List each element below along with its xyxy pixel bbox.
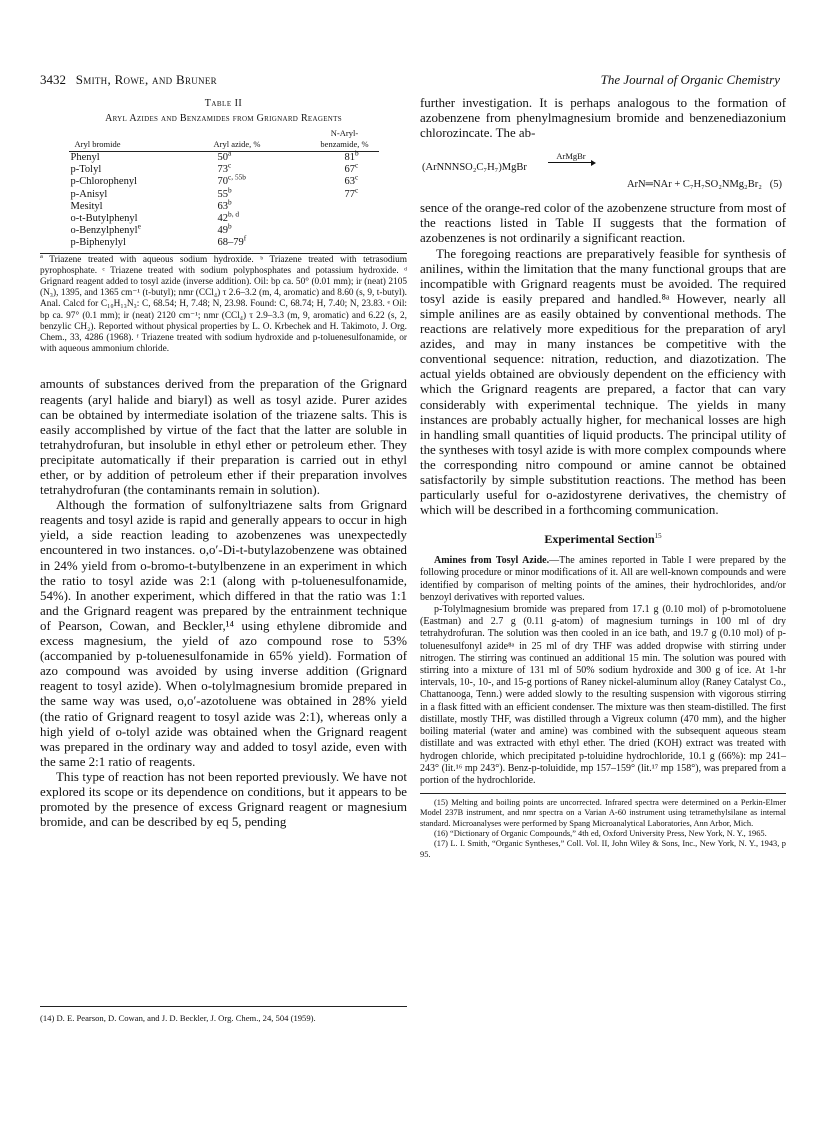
- experimental-heading-ref: 15: [654, 532, 662, 541]
- benzamide-yield: 81: [344, 152, 355, 163]
- benzamide-yield: 77: [344, 188, 355, 200]
- table-footnote-text: Triazene treated with aqueous sodium hydroxide. ᵇ Triazene treated with tetrasodium pyrophosphate. ᶜ Triazene treated with sodium polyphosphates and potassium hydroxide. ᵈ Grignard reagent added to tosyl azide (inverse addition). Oil: bp ca. 50° (0.01 mm); ir (neat) 2105 (N₃), 1395, and 1365 cm⁻¹ (t-butyl); nmr (CCl₄) τ 2.6–3.2 (m, 4, aromatic) and 8.60 (s, 9, t-butyl). Anal. Calcd for C₁₀H₁₃N₃: C, 68.54; H, 7.48; N, 23.98. Found: C, 68.74; H, 7.40; N, 23.83. ᵉ Oil: bp ca. 97° (0.1 mm); ir (neat) 2120 cm⁻¹; nmr (CCl₄) τ 2.9–3.3 (m, 9, aromatic) and 6.22 (s, 2, benzylic CH₂). Reported without physical properties by L. O. Krbechek and H. Takimoto, J. Org. Chem., 33, 4286 (1968). ᶠ Triazene treated with sodium hydroxide and p-toluenesulfonamide, or with aqueous ammonium chloride.: [40, 254, 407, 355]
- running-header: [40, 72, 780, 88]
- cell-aryl-azide: [200, 233, 311, 249]
- equation-number: (5): [769, 179, 782, 191]
- footnote-16: (16) “Dictionary of Organic Compounds,” 4th ed, Oxford University Press, New York, N. Y., 1965.: [434, 829, 767, 838]
- equation-5: [420, 147, 786, 197]
- azide-note: b, d: [228, 209, 240, 219]
- col-header-aryl-azide: Aryl azide, %: [200, 128, 311, 152]
- cell-aryl-bromide: [69, 164, 200, 176]
- table-body: [69, 148, 379, 250]
- table-row: [69, 201, 379, 213]
- cell-benzamide: [311, 160, 379, 176]
- reaction-arrow: [548, 151, 594, 163]
- left-column: [40, 96, 407, 830]
- footnote-17: (17) L. I. Smith, “Organic Syntheses,” Coll. Vol. II, John Wiley & Sons, Inc., New York, N. Y., 1943, p 95.: [420, 839, 786, 859]
- table-row: [69, 164, 379, 176]
- page-number: 3432: [40, 72, 66, 87]
- table-row: [69, 176, 379, 188]
- azide-note: a: [228, 148, 232, 158]
- cell-benzamide: [311, 213, 379, 225]
- azide-yield: 73: [217, 164, 229, 176]
- experimental-paragraph-text: —The amines reported in Table I were prepared by the following procedure or minor modifications of it. All are well-known compounds and were identified by comparison of melting points of the amines, their hydrochlorides, and/or benzoyl derivatives with reported values.: [420, 555, 786, 603]
- aryl-bromide-name: p-Anisyl: [70, 188, 108, 200]
- azide-yield: 68–79: [217, 237, 244, 249]
- body-paragraph: further investigation. It is perhaps analogous to the formation of azobenzene from phenylmagnesium bromide and benzenediazonium chlorozincate. The ab-: [420, 96, 786, 141]
- header-authors: Smith, Rowe, and Bruner: [75, 72, 217, 87]
- right-body-intro: [420, 96, 786, 141]
- cell-aryl-azide: [200, 148, 311, 165]
- table-row: [69, 213, 379, 225]
- azide-note: c, 55b: [228, 172, 246, 182]
- cell-aryl-azide: [200, 172, 311, 188]
- journal-title: The Journal of Organic Chemistry: [600, 72, 780, 87]
- equation-rhs: [627, 179, 782, 190]
- benzamide-note: c: [355, 160, 359, 170]
- experimental-heading-text: Experimental Section: [544, 532, 655, 547]
- azide-yield: 50: [217, 152, 229, 163]
- azide-yield: 55: [217, 188, 229, 200]
- benzamide-note: b: [355, 148, 359, 158]
- table-footnote-mark: a: [40, 252, 43, 260]
- azide-note: b: [228, 197, 232, 207]
- cell-aryl-azide: [200, 185, 311, 201]
- left-body-text: [40, 377, 407, 830]
- footnote-15: (15) Melting and boiling points are uncorrected. Infrared spectra were determined on a Perkin-Elmer Model 237B instrument, and nmr spectra on a Varian A-60 instrument using tetramethylsilane as internal standard. Microanalyses were performed by Spang Microanalytical Laboratories, Ann Arbor, Mich.: [420, 798, 786, 828]
- benzamide-note: c: [355, 172, 359, 182]
- azide-note: f: [243, 233, 247, 243]
- right-body-text: [420, 201, 786, 518]
- table-row: [69, 225, 379, 237]
- aryl-bromide-name: o-t-Butylphenyl: [70, 213, 138, 225]
- cell-aryl-azide: [200, 209, 311, 225]
- aryl-bromide-name: o-Benzylphenyl: [70, 225, 138, 237]
- col-header-aryl-bromide: Aryl bromide: [69, 128, 200, 152]
- cell-aryl-bromide: [69, 152, 200, 165]
- benzamide-note: c: [355, 185, 359, 195]
- body-paragraph: Although the formation of sulfonyltriazene salts from Grignard reagents and tosyl azide is rapid and generally appears to occur in high yield, a side reaction leading to azobenzenes was unexpectedly encountered in two instances. o,o′-Di-t-butylazobenzene was obtained in 24% yield from o-bromo-t-butylbenzene in an experiment in which the ratio to tosyl azide was 2:1 (along with p-toluenesulfonamide, 54%). In another experiment, which differed in that the ratio was 1:1 and the Grignard reagent was prepared by the entrainment technique of Pearson, Cowan, and Beckler,¹⁴ using ethylene dibromide and excess magnesium, the yield of azo compound rose to 53% (accompanied by p-toluenesulfonamide in 65% yield). Formation of azo compound was avoided by using inverse addition (Grignard reagent to tosyl azide). When o-tolylmagnesium bromide prepared in the same way was used, o,o′-azotoluene was obtained in 28% yield (the ratio of Grignard reagent to tosyl azide was 2:1), whereas only a high yield of o-tolyl azide was obtained when the Grignard reagent was prepared in the ordinary way and added to tosyl azide, even with the same 2:1 ratio of reagents.: [40, 498, 407, 769]
- body-paragraph: amounts of substances derived from the preparation of the Grignard reagents (aryl halide and biaryl) as well as tosyl azide. Purer azides can be obtained by intermediate isolation of the triazene salts. This is easily accomplished by virtue of the fact that the latter are soluble in tetrahydrofuran, but insoluble in ethyl ether or petroleum ether. They precipitate automatically if their preparation is carried out in ethyl ether, or by addition of petroleum ether if their preparation involves tetrahydrofuran (the contaminants remain in solution).: [40, 377, 407, 498]
- table-row: [69, 152, 379, 165]
- aryl-bromide-name: p-Tolyl: [70, 164, 102, 176]
- col-header-benzamide: N-Aryl- benzamide, %: [311, 128, 379, 152]
- cell-aryl-azide: [200, 197, 311, 213]
- aryl-bromide-name: Mesityl: [70, 200, 103, 212]
- cell-aryl-bromide: [69, 237, 200, 249]
- table-row: [69, 189, 379, 201]
- body-paragraph: This type of reaction has not been reported previously. We have not explored its scope or its dependence on conditions, but it appears to be promoted by the presence of excess Grignard reagent or magnesium bromide, and can be described by eq 5, pending: [40, 769, 407, 830]
- cell-aryl-bromide: [69, 221, 200, 237]
- cell-benzamide: [311, 172, 379, 188]
- cell-benzamide: [311, 225, 379, 237]
- benzamide-yield: 63: [344, 176, 355, 188]
- footnote-14: (14) D. E. Pearson, D. Cowan, and J. D. Beckler, J. Org. Chem., 24, 504 (1959).: [40, 1006, 407, 1024]
- equation-lhs: (ArNNNSO₂C₇H₇)MgBr: [422, 162, 527, 174]
- cell-aryl-bromide: [69, 189, 200, 201]
- cell-benzamide: [311, 201, 379, 213]
- table-title: Aryl Azides and Benzamides from Grignard Reagents: [105, 113, 342, 124]
- aryl-bromide-name: p-Chlorophenyl: [70, 176, 137, 188]
- experimental-heading: [420, 532, 786, 547]
- table-footnote: [40, 253, 407, 356]
- arrow-reagent: ArMgBr: [556, 151, 586, 162]
- aryl-bromide-name: p-Biphenylyl: [70, 237, 126, 249]
- cell-benzamide: [311, 185, 379, 201]
- run-in-heading: Amines from Tosyl Azide.: [434, 555, 550, 567]
- experimental-section: [420, 555, 786, 787]
- cell-aryl-bromide: [69, 201, 200, 213]
- cell-benzamide: [311, 237, 379, 249]
- cell-aryl-bromide: [69, 213, 200, 225]
- cell-aryl-azide: [200, 221, 311, 237]
- benzamide-yield: 67: [344, 164, 355, 176]
- cell-benzamide: [311, 148, 379, 165]
- right-footnotes: [420, 793, 786, 860]
- body-paragraph: The foregoing reactions are preparatively feasible for synthesis of anilines, within the limitation that the many functional groups that are incompatible with Grignard reagents must be avoided. The required tosyl azide is easily prepared and handled.⁸ᵃ However, nearly all simple anilines are as easily obtained by conventional methods. The reactions are relatively more expeditious for the preparation of aryl azides, and may in many instances be competitive with the conventional sequence: nitration, reduction, and diazotization. The actual yields obtained are obviously dependent on the efficiency with which the Grignard reagents are prepared, a factor that can vary considerably with experimental technique. The yields in many instances are probably actually higher, for mechanical losses are high in handling small quantities of liquid products. The principal utility of the syntheses with tosyl azide is with more complex compounds where the corresponding nitro compound or amine cannot be obtained satisfactorily by simple substitution reactions. The method has been particularly useful for o-azidostyrene derivatives, the chemistry of which will be described in a forthcoming communication.: [420, 246, 786, 518]
- aryl-bromide-name: Phenyl: [70, 152, 100, 163]
- header-left: [40, 72, 217, 88]
- azide-note: b: [228, 185, 232, 195]
- arrow-line: [548, 162, 594, 163]
- azide-note: c: [228, 160, 232, 170]
- azide-yield: 42: [217, 213, 229, 225]
- right-column: [420, 96, 786, 860]
- equation-products: ArN═NAr + C₇H₇SO₂NMg₂Br₂: [626, 179, 762, 191]
- cell-aryl-azide: [200, 160, 311, 176]
- experimental-paragraph: p-Tolylmagnesium bromide was prepared from 17.1 g (0.10 mol) of p-bromotoluene (Eastman) and 2.7 g (0.11 g-atom) of magnesium turnings in 100 ml of dry tetrahydrofuran. The solution was then cooled in an ice bath, and 19.7 g (0.10 mol) of p-toluenesulfonyl azide⁸ᵃ in 25 ml of dry THF was added dropwise with stirring under nitrogen. The stirring was continued an additional 15 min. The solution was poured with stirring into a mixture of 131 ml of 50% sodium hydroxide and 300 g of ice. At 1-hr intervals, 10-, 10-, and 15-g portions of Raney nickel-aluminum alloy (Raney Catalyst Co., Chattanooga, Tenn.) were added slowly to the resulting suspension with vigorous stirring in a flask fitted with an efficient condenser. The mixture was then steam-distilled. The first distillate, mostly THF, was distilled through a Vigreux column (470 mm), and the higher boiling material (water and amine) was combined with the subsequent aqueous steam distillate and was extracted with ethyl ether. The dried (KOH) extract was treated with hydrogen chloride, which precipitated p-toluidine hydrochloride, 10.1 g (66%): mp 241–243° (lit.¹⁶ mp 243°). Benz-p-toluidide, mp 157–159° (lit.¹⁷ mp 158°), was prepared from a portion of the hydrochloride.: [420, 604, 786, 786]
- azide-yield: 70: [217, 176, 229, 188]
- azide-yield: 63: [217, 200, 229, 212]
- azide-note: b: [228, 221, 232, 231]
- row-note-mark: e: [137, 221, 141, 231]
- cell-aryl-bromide: [69, 176, 200, 188]
- experimental-paragraph: [420, 555, 786, 604]
- body-paragraph: sence of the orange-red color of the azobenzene structure from most of the reactions listed in Table II suggests that the formation of azobenzenes is not ordinarily a significant reaction.: [420, 201, 786, 246]
- table-aryl-azides: [69, 128, 379, 250]
- azide-yield: 49: [217, 225, 229, 237]
- table-row: [69, 237, 379, 249]
- table-label: Table II: [204, 98, 243, 109]
